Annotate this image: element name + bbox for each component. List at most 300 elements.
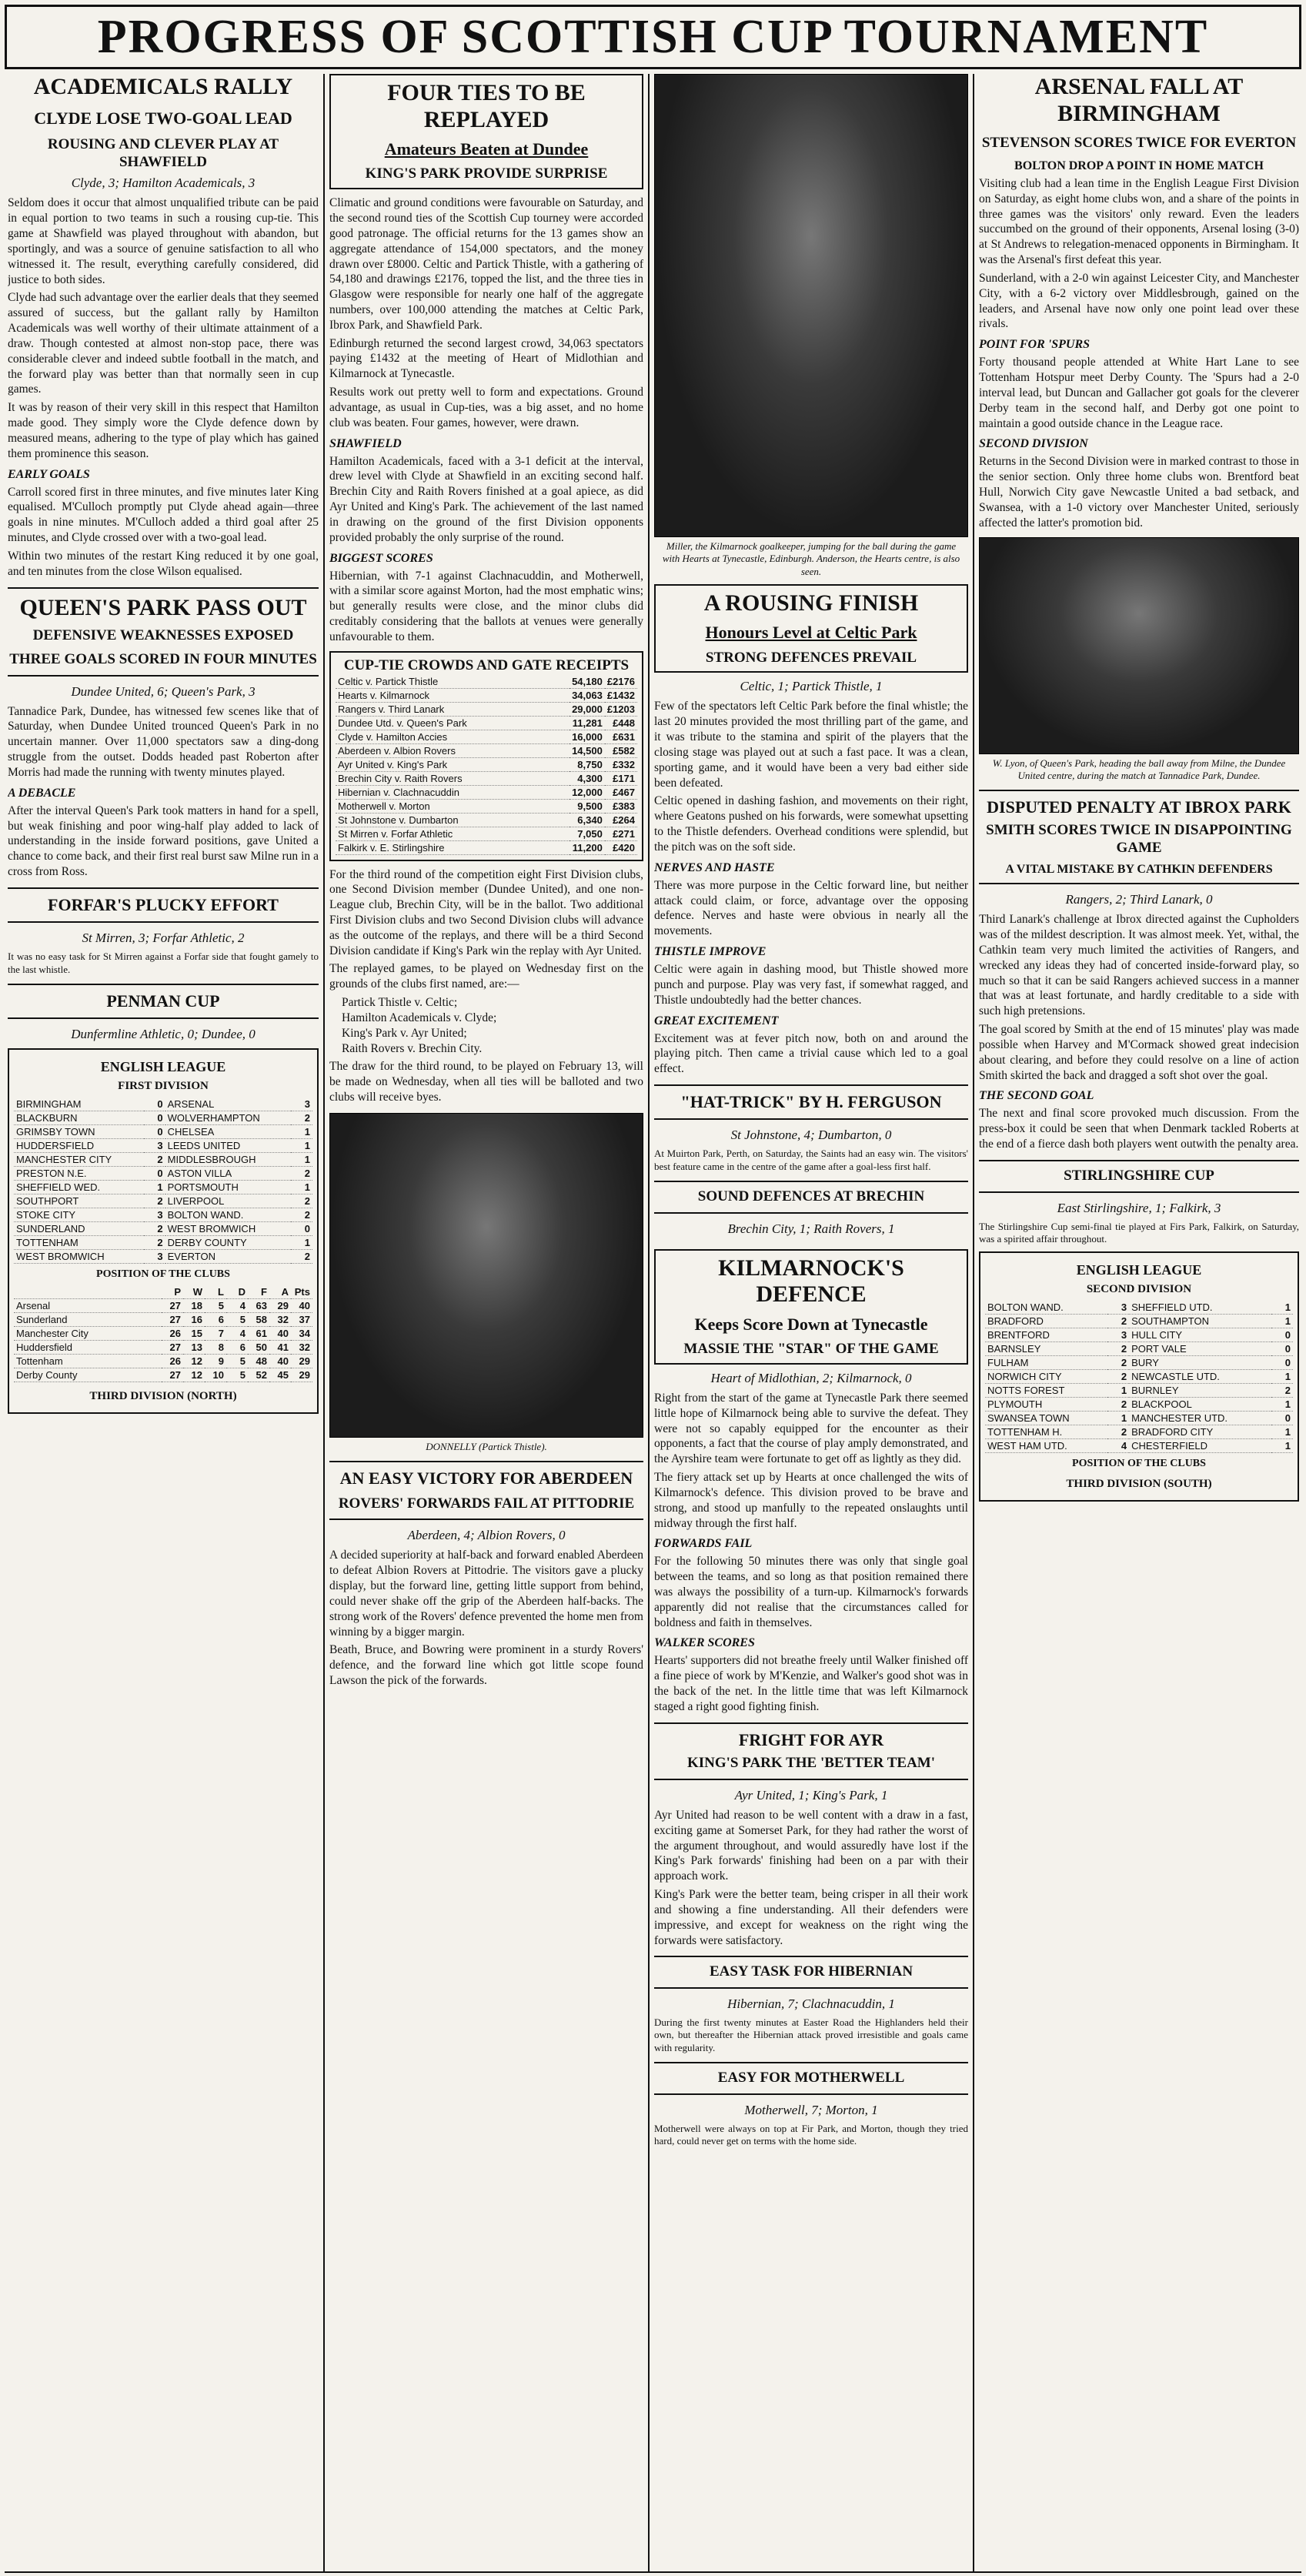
table-row [14, 1355, 312, 1368]
column-4 [979, 74, 1299, 2571]
attendance: 54,180 [569, 675, 605, 689]
receipts: £332 [605, 757, 637, 771]
photo-caption: W. Lyon, of Queen's Park, heading the ball away from Milne, the Dundee United centre, during the match at Tannadice Park, Dundee. [992, 757, 1286, 781]
table-cell: 45 [269, 1368, 291, 1382]
subheadline: MASSIE THE "STAR" OF THE GAME [683, 1341, 939, 1358]
article-paragraph: Sunderland, with a 2-0 win against Leicester City, and Manchester City, with a 6-2 victory over Middlesbrough, gained on the leaders, and Arsenal have now only one point lead over these rivals. [979, 271, 1299, 331]
away-score: 2 [291, 1167, 312, 1181]
home-team: HUDDERSFIELD [14, 1139, 144, 1153]
article-paragraph: Ayr United had reason to be well content with a draw in a fast, exciting game at Somerset Park, for they had rather the worst of the argument throughout, and would assuredly have lost if the King's Park forwards' finishing had been on a par with their approach work. [654, 1808, 968, 1883]
home-team: SUNDERLAND [14, 1222, 144, 1236]
headline: SOUND DEFENCES AT BRECHIN [697, 1188, 925, 1204]
away-team: BLACKPOOL [1129, 1398, 1271, 1412]
match-name: Aberdeen v. Albion Rovers [336, 743, 569, 757]
result-row [985, 1301, 1293, 1315]
article-paragraph: Celtic were again in dashing mood, but Thistle showed more punch and purpose. Play was very fast, if somewhat ragged, and Thistle undoubtedly had the better chances. [654, 963, 968, 1007]
match-name: St Johnstone v. Dumbarton [336, 813, 569, 827]
away-score: 0 [1271, 1328, 1293, 1342]
table-row [14, 1299, 312, 1313]
home-score: 0 [144, 1098, 165, 1111]
home-team: BIRMINGHAM [14, 1098, 144, 1111]
article-paragraph: Celtic opened in dashing fashion, and movements on their right, where Geatons pushed on his forwards, were somewhat upsetting to the Thistle defenders. Overhead conditions were splendid, but the pitch was on the soft side. [654, 794, 968, 854]
table-cell: 34 [291, 1327, 312, 1341]
away-score: 1 [291, 1153, 312, 1167]
away-team: WEST BROMWICH [165, 1222, 291, 1236]
away-team: CHESTERFIELD [1129, 1439, 1271, 1453]
home-score: 2 [1107, 1342, 1129, 1356]
article-paragraph: A decided superiority at half-back and forward enabled Aberdeen to defeat Albion Rovers at Pittodrie. The visitors gave a plucky display, but the forward line, getting little support from behind, could never shake off the grip of the Aberdeen half-backs. The strong work of the Rovers' defence prevented the home men from winning by a bigger margin. [329, 1549, 643, 1639]
table-cell: 29 [291, 1368, 312, 1382]
table-row [336, 702, 637, 716]
table-cell: 10 [205, 1368, 226, 1382]
attendance: 7,050 [569, 827, 605, 840]
attendance: 12,000 [569, 785, 605, 799]
result-row [14, 1208, 312, 1222]
section-heading: THISTLE IMPROVE [654, 945, 767, 959]
table-cell: 5 [226, 1313, 248, 1327]
article-paragraph: Right from the start of the game at Tynecastle Park there seemed little hope of Kilmarnock being able to survive the defeat. They were not so capably equipped for the encounter as their opponents, a fact that the course of play amply demonstrated, and the Ayrshire team were fortunate to get off as lightly as they did. [654, 1391, 968, 1466]
table-cell: 40 [269, 1327, 291, 1341]
subheadline: Amateurs Beaten at Dundee [384, 139, 589, 159]
table-cell: 5 [226, 1368, 248, 1382]
away-team: LIVERPOOL [165, 1194, 291, 1208]
result-row [985, 1315, 1293, 1328]
away-score: 0 [1271, 1342, 1293, 1356]
away-score: 2 [1271, 1384, 1293, 1398]
table-cell: 32 [291, 1341, 312, 1355]
home-score: 0 [144, 1125, 165, 1139]
table-header: F [248, 1285, 269, 1299]
headline: STIRLINGSHIRE CUP [1064, 1167, 1214, 1184]
match-score: Hibernian, 7; Clachnacuddin, 1 [727, 1996, 895, 2012]
table-cell: 40 [269, 1355, 291, 1368]
table-row [336, 688, 637, 702]
article-paragraph: Motherwell were always on top at Fir Park, and Morton, though they tried hard, could never get on terms with the home side. [654, 2122, 968, 2147]
table-row [336, 785, 637, 799]
crowds-table [336, 675, 637, 855]
away-team: ASTON VILLA [165, 1167, 291, 1181]
table-cell: 18 [183, 1299, 205, 1313]
article-paragraph: King's Park were the better team, being crisper in all their work and showing a fine understanding. All their defenders were impressive, and except for weakness on the right wing the forwards were satisfactory. [654, 1888, 968, 1947]
home-score: 0 [144, 1111, 165, 1125]
table-row [14, 1368, 312, 1382]
column-rule [973, 74, 974, 2571]
home-team: MANCHESTER CITY [14, 1153, 144, 1167]
column-3 [654, 74, 968, 2571]
table-row [336, 799, 637, 813]
match-score: East Stirlingshire, 1; Falkirk, 3 [1057, 1200, 1221, 1215]
home-team: PLYMOUTH [985, 1398, 1107, 1412]
result-row [14, 1098, 312, 1111]
home-score: 2 [144, 1236, 165, 1250]
attendance: 34,063 [569, 688, 605, 702]
away-score: 3 [291, 1098, 312, 1111]
club-name: Tottenham [14, 1355, 162, 1368]
away-team: MANCHESTER UTD. [1129, 1412, 1271, 1425]
headline: "HAT-TRICK" BY H. FERGUSON [680, 1092, 942, 1111]
subheadline: KING'S PARK THE 'BETTER TEAM' [686, 1755, 936, 1772]
away-score: 1 [1271, 1315, 1293, 1328]
article-paragraph: Edinburgh returned the second largest crowd, 34,063 spectators paying £1432 at the meeting of Heart of Midlothian and Kilmarnock at Tynecastle. [329, 336, 643, 381]
table-header: P [162, 1285, 183, 1299]
table-row [336, 757, 637, 771]
result-row [985, 1370, 1293, 1384]
home-score: 3 [144, 1250, 165, 1264]
article-paragraph: Climatic and ground conditions were favourable on Saturday, and the second round ties of the Scottish Cup tourney were accorded good patronage. The official returns for the 13 games show an aggregate attendance of 154,000 spectators, and the money drawn over £8000. Celtic and Partick Thistle, with a gathering of 54,180 and drawings £2176, topped the list, and the three ties in Glasgow were responsible for nearly one half of the aggregate numbers, over 100,000 attending the matches at Celtic Park, Ibrox Park, and Shawfield Park. [329, 196, 643, 332]
away-score: 1 [1271, 1398, 1293, 1412]
match-name: Brechin City v. Raith Rovers [336, 771, 569, 785]
replay-item: Partick Thistle v. Celtic; [342, 996, 458, 1010]
attendance: 6,340 [569, 813, 605, 827]
club-name: Huddersfield [14, 1341, 162, 1355]
away-score: 1 [291, 1236, 312, 1250]
match-name: Motherwell v. Morton [336, 799, 569, 813]
section-heading: FORWARDS FAIL [654, 1537, 753, 1551]
match-score: Brechin City, 1; Raith Rovers, 1 [727, 1221, 895, 1236]
match-name: Rangers v. Third Lanark [336, 702, 569, 716]
table-cell: 8 [205, 1341, 226, 1355]
article-paragraph: At Muirton Park, Perth, on Saturday, the Saints had an easy win. The visitors' best feature came in the centre of the game after a goal-less first half. [654, 1148, 968, 1172]
english-league-box [8, 1048, 319, 1414]
receipts: £264 [605, 813, 637, 827]
attendance: 14,500 [569, 743, 605, 757]
article-paragraph: Forty thousand people attended at White Hart Lane to see Tottenham Hotspur meet Derby County. The 'Spurs had a 2-0 interval lead, but Duncan and Gallacher got goals for the cleverer Derby team in the second half, and Derby got one point to maintain a good outside chance in the League race. [979, 356, 1299, 430]
match-score: Clyde, 3; Hamilton Academicals, 3 [71, 175, 256, 191]
table-cell: 58 [248, 1313, 269, 1327]
headline: FOUR TIES TO BE REPLAYED [387, 80, 586, 132]
headline: A ROUSING FINISH [703, 590, 919, 616]
home-team: TOTTENHAM H. [985, 1425, 1107, 1439]
table-cell: 7 [205, 1327, 226, 1341]
headline: DISPUTED PENALTY AT IBROX PARK [987, 797, 1291, 817]
match-name: Hearts v. Kilmarnock [336, 688, 569, 702]
table-cell: 5 [205, 1299, 226, 1313]
table-cell: 15 [183, 1327, 205, 1341]
home-team: FULHAM [985, 1356, 1107, 1370]
article-paragraph: The replayed games, to be played on Wednesday first on the grounds of the clubs first named, are:— [329, 962, 643, 991]
section-heading: ENGLISH LEAGUE [100, 1059, 226, 1075]
table-cell: 27 [162, 1341, 183, 1355]
table-cell: 41 [269, 1341, 291, 1355]
article-paragraph: Hearts' supporters did not breathe freely until Walker finished off a fine piece of work by M'Kenzie, and Walker's good shot was in the back of the net. In the little time that was left Kilmarnock staged a right good fighting finish. [654, 1654, 968, 1713]
result-row [14, 1236, 312, 1250]
match-name: Falkirk v. E. Stirlingshire [336, 840, 569, 854]
table-cell: 52 [248, 1368, 269, 1382]
attendance: 29,000 [569, 702, 605, 716]
section-heading: POSITION OF THE CLUBS [96, 1268, 230, 1281]
home-score: 1 [144, 1181, 165, 1194]
home-score: 1 [1107, 1412, 1129, 1425]
home-score: 0 [144, 1167, 165, 1181]
table-cell: 32 [269, 1313, 291, 1327]
result-row [985, 1425, 1293, 1439]
article-paragraph: Clyde had such advantage over the earlier deals that they seemed assured of success, but the gallant rally by Hamilton Academicals was well worthy of their ultimate attainment of a draw. Though contested at almost non-stop pace, there was considerable clever and indeed subtle football in the match, and the forward play was better than that normally seen in cup games. [8, 291, 319, 396]
away-team: NEWCASTLE UTD. [1129, 1370, 1271, 1384]
subheadline: STRONG DEFENCES PREVAIL [705, 649, 917, 666]
section-heading: THE SECOND GOAL [979, 1089, 1094, 1103]
receipts: £448 [605, 716, 637, 730]
article-paragraph: There was more purpose in the Celtic forward line, but neither attack could claim, or force, advantage over the opposing defence. Nerves and haste were obvious in nearly all the movements. [654, 878, 968, 938]
article-paragraph: Few of the spectators left Celtic Park before the final whistle; the last 20 minutes provided the most thrilling part of the game, and it was tribute to the stamina and spirit of the players that the closing stage was played out at such a fast pace. It was a clean, sporting game, and it would have been a very bad either side been defeated. [654, 700, 968, 790]
result-row [14, 1222, 312, 1236]
table-cell: 16 [183, 1313, 205, 1327]
table-cell: 5 [226, 1355, 248, 1368]
home-team: WEST HAM UTD. [985, 1439, 1107, 1453]
home-team: SWANSEA TOWN [985, 1412, 1107, 1425]
result-row [14, 1125, 312, 1139]
article-paragraph: Tannadice Park, Dundee, has witnessed few scenes like that of Saturday, when Dundee United trounced Queen's Park in no uncertain manner. Over 11,000 spectators saw a ding-dong struggle from the outset. Dodds headed past Roberton after Morris had made the running with twenty minutes played. [8, 704, 319, 779]
home-team: BARNSLEY [985, 1342, 1107, 1356]
match-score: Motherwell, 7; Morton, 1 [744, 2102, 878, 2117]
club-name: Manchester City [14, 1327, 162, 1341]
away-team: LEEDS UNITED [165, 1139, 291, 1153]
section-heading: BIGGEST SCORES [329, 551, 433, 565]
headline: KILMARNOCK'S DEFENCE [718, 1255, 904, 1308]
match-name: St Mirren v. Forfar Athletic [336, 827, 569, 840]
table-row [336, 730, 637, 743]
home-score: 2 [1107, 1370, 1129, 1384]
article-paragraph: The fiery attack set up by Hearts at once challenged the wits of Kilmarnock's defence. This division proved to be brave and strong, and stood up manfully to the repeated onslaughts until midway through the first half. [654, 1471, 968, 1530]
headline: ARSENAL FALL AT BIRMINGHAM [1034, 74, 1244, 126]
home-team: TOTTENHAM [14, 1236, 144, 1250]
headline: QUEEN'S PARK PASS OUT [19, 594, 307, 620]
home-team: BRADFORD [985, 1315, 1107, 1328]
section-heading: ENGLISH LEAGUE [1076, 1262, 1202, 1278]
match-score: Heart of Midlothian, 2; Kilmarnock, 0 [710, 1370, 912, 1385]
result-row [14, 1139, 312, 1153]
headline: EASY TASK FOR HIBERNIAN [709, 1963, 914, 1980]
home-score: 3 [144, 1208, 165, 1222]
table-cell: 61 [248, 1327, 269, 1341]
away-score: 0 [291, 1222, 312, 1236]
table-header: Pts [291, 1285, 312, 1299]
away-team: BURNLEY [1129, 1384, 1271, 1398]
article-paragraph: Visiting club had a lean time in the English League First Division on Saturday, as eight home clubs won, and a share of the points in three games was the visitors' only reward. Even the leaders succumbed on the ground of their opponents, Arsenal losing (3-0) at St Andrews to relegation-menaced opponents in Birmingham. It was the Arsenal's first defeat this year. [979, 176, 1299, 267]
section-heading: FIRST DIVISION [118, 1080, 209, 1093]
masthead [5, 5, 1301, 69]
away-score: 0 [1271, 1412, 1293, 1425]
home-score: 2 [144, 1222, 165, 1236]
home-score: 1 [1107, 1384, 1129, 1398]
table-cell: 48 [248, 1355, 269, 1368]
home-score: 2 [144, 1194, 165, 1208]
away-score: 2 [291, 1111, 312, 1125]
article-paragraph: Hamilton Academicals, faced with a 3-1 deficit at the interval, drew level with Clyde at Shawfield in an exciting second half. Brechin City and Raith Rovers finished at a goal apiece, as did Ayr United and King's Park. The achievement of the last named in drawing on the ground of the first Division opponents provided probably the only surprise of the round. [329, 454, 643, 544]
away-team: SOUTHAMPTON [1129, 1315, 1271, 1328]
subheadline: THREE GOALS SCORED IN FOUR MINUTES [9, 650, 317, 667]
away-team: BOLTON WAND. [165, 1208, 291, 1222]
results-table [14, 1098, 312, 1264]
table-cell: 12 [183, 1355, 205, 1368]
receipts: £383 [605, 799, 637, 813]
club-name: Derby County [14, 1368, 162, 1382]
away-team: HULL CITY [1129, 1328, 1271, 1342]
subheadline: Honours Level at Celtic Park [705, 623, 917, 643]
table-header: A [269, 1285, 291, 1299]
home-team: PRESTON N.E. [14, 1167, 144, 1181]
home-team: STOKE CITY [14, 1208, 144, 1222]
section-heading: SHAWFIELD [329, 436, 402, 450]
subheadline: STEVENSON SCORES TWICE FOR EVERTON [981, 135, 1297, 151]
table-cell: 4 [226, 1299, 248, 1313]
table-cell: 26 [162, 1327, 183, 1341]
table-title: CUP-TIE CROWDS AND GATE RECEIPTS [343, 657, 630, 673]
subheadline: DEFENSIVE WEAKNESSES EXPOSED [32, 627, 294, 644]
receipts: £1203 [605, 702, 637, 716]
result-row [985, 1356, 1293, 1370]
article-paragraph: It was no easy task for St Mirren against a Forfar side that fought gamely to the last whistle. [8, 951, 319, 975]
club-name: Arsenal [14, 1299, 162, 1313]
match-score: Dundee United, 6; Queen's Park, 3 [71, 683, 256, 699]
article-paragraph: Excitement was at fever pitch now, both on and around the playing pitch. Then came a trivial cause which led to a goal effect. [654, 1031, 968, 1076]
attendance: 11,281 [569, 716, 605, 730]
home-score: 3 [1107, 1328, 1129, 1342]
home-team: BLACKBURN [14, 1111, 144, 1125]
home-team: NORWICH CITY [985, 1370, 1107, 1384]
article-paragraph: For the third round of the competition eight First Division clubs, one Second Division member (Dundee United), and one non-League club, Brechin City, will be in the ballot. Two additional First Division clubs and two Second Division clubs will advance as the outcome of the replays, and there will be a third Second Division candidate if King's Park win the replay with Ayr United. [329, 867, 643, 957]
club-name: Sunderland [14, 1313, 162, 1327]
article-paragraph: The next and final score provoked much discussion. From the press-box it could be seen that when Denmark tackled Roberts at the end of a fierce dash both players went outwith the penalty area. [979, 1107, 1299, 1151]
replay-item: Raith Rovers v. Brechin City. [342, 1041, 483, 1055]
result-row [985, 1398, 1293, 1412]
result-row [14, 1194, 312, 1208]
article-paragraph: It was by reason of their very skill in this respect that Hamilton made good. They simply wore the Clyde defence down by measured means, adhering to the type of play which has gained them prominence this season. [8, 401, 319, 460]
table-cell: 63 [248, 1299, 269, 1313]
table-row [336, 827, 637, 840]
photo-caption: Miller, the Kilmarnock goalkeeper, jumping for the ball during the game with Hearts at Tynecastle, Edinburgh. Anderson, the Hearts centre, is also seen. [662, 540, 960, 577]
result-row [985, 1439, 1293, 1453]
match-name: Clyde v. Hamilton Accies [336, 730, 569, 743]
column-2 [329, 74, 643, 2571]
result-row [985, 1384, 1293, 1398]
table-cell: 50 [248, 1341, 269, 1355]
table-cell: 29 [269, 1299, 291, 1313]
article-paragraph: Seldom does it occur that almost unqualified tribute can be paid in equal portion to two teams in such a rousing cup-tie. This game at Shawfield was played throughout with abandon, but sportingly, and was a source of genuine satisfaction to all who witnessed it. The result, everything carefully considered, did justice to both sides. [8, 196, 319, 286]
league-table [14, 1285, 312, 1382]
table-cell: 37 [291, 1313, 312, 1327]
attendance: 16,000 [569, 730, 605, 743]
photo-caption: DONNELLY (Partick Thistle). [426, 1440, 547, 1452]
result-row [985, 1342, 1293, 1356]
article-paragraph: During the first twenty minutes at Easter Road the Highlanders held their own, but thereafter the Hibernian attack proved irresistible and goals came with regularity. [654, 2016, 968, 2053]
home-score: 4 [1107, 1439, 1129, 1453]
bottom-rule [5, 2571, 1301, 2573]
column-rule [648, 74, 650, 2571]
headline: AN EASY VICTORY FOR ABERDEEN [339, 1468, 633, 1488]
table-cell: 9 [205, 1355, 226, 1368]
away-team: ARSENAL [165, 1098, 291, 1111]
subheadline: A VITAL MISTAKE BY CATHKIN DEFENDERS [1005, 863, 1273, 877]
article-paragraph: Within two minutes of the restart King reduced it by one goal, and ten minutes from the close Wilson equalised. [8, 549, 319, 578]
section-heading: GREAT EXCITEMENT [654, 1014, 779, 1027]
away-score: 1 [1271, 1425, 1293, 1439]
match-name: Hibernian v. Clachnacuddin [336, 785, 569, 799]
section-heading: THIRD DIVISION (SOUTH) [1066, 1478, 1212, 1491]
away-team: CHELSEA [165, 1125, 291, 1139]
table-cell: 27 [162, 1313, 183, 1327]
home-score: 2 [144, 1153, 165, 1167]
headline: EASY FOR MOTHERWELL [717, 2069, 905, 2086]
article-paragraph: Returns in the Second Division were in marked contrast to those in the senior section. Only three home clubs won. Brentford beat Hull, Norwich City gave Newcastle United a bad setback, and Swansea, with a 1-0 victory over Manchester United, seriously affected the latter's promotion bid. [979, 455, 1299, 530]
home-team: SOUTHPORT [14, 1194, 144, 1208]
result-row [14, 1111, 312, 1125]
match-name: Dundee Utd. v. Queen's Park [336, 716, 569, 730]
table-row [336, 840, 637, 854]
headline: ACADEMICALS RALLY [33, 74, 293, 99]
section-heading: WALKER SCORES [654, 1636, 755, 1650]
result-row [14, 1181, 312, 1194]
away-score: 1 [1271, 1439, 1293, 1453]
receipts: £582 [605, 743, 637, 757]
receipts: £420 [605, 840, 637, 854]
article-paragraph: The goal scored by Smith at the end of 15 minutes' play was made possible when Harvey and M'Cormack showed great indecision about clearing, and before they could resolve on a line of action Smith skirted the back and dragged a soft shot over the goal. [979, 1023, 1299, 1082]
section-heading: SECOND DIVISION [1086, 1283, 1192, 1296]
home-score: 2 [1107, 1315, 1129, 1328]
match-score: Rangers, 2; Third Lanark, 0 [1065, 892, 1213, 907]
table-row [14, 1327, 312, 1341]
receipts: £1432 [605, 688, 637, 702]
home-team: WEST BROMWICH [14, 1250, 144, 1264]
match-score: St Johnstone, 4; Dumbarton, 0 [730, 1128, 892, 1143]
away-team: PORT VALE [1129, 1342, 1271, 1356]
away-team: BRADFORD CITY [1129, 1425, 1271, 1439]
away-team: EVERTON [165, 1250, 291, 1264]
english-league-box [979, 1251, 1299, 1502]
match-score: St Mirren, 3; Forfar Athletic, 2 [82, 931, 245, 946]
column-rule [323, 74, 325, 2571]
receipts: £2176 [605, 675, 637, 689]
match-name: Ayr United v. King's Park [336, 757, 569, 771]
home-team: GRIMSBY TOWN [14, 1125, 144, 1139]
subheadline: KING'S PARK PROVIDE SURPRISE [365, 165, 608, 182]
table-row [336, 716, 637, 730]
subheadline: ROUSING AND CLEVER PLAY AT SHAWFIELD [47, 135, 279, 170]
article-paragraph: Hibernian, with 7-1 against Clachnacuddin, and Motherwell, with a similar score against Morton, had the most emphatic wins; but generally results were close, and the minor clubs did creditably considering that the ballots at venues were generally unfavourable to them. [329, 569, 643, 643]
result-row [14, 1153, 312, 1167]
section-heading: THIRD DIVISION (NORTH) [89, 1390, 237, 1403]
match-score: Dunfermline Athletic, 0; Dundee, 0 [71, 1027, 256, 1042]
away-score: 1 [291, 1181, 312, 1194]
replay-item: Hamilton Academicals v. Clyde; [342, 1011, 497, 1024]
subheadline: CLYDE LOSE TWO-GOAL LEAD [34, 108, 292, 128]
away-score: 2 [291, 1208, 312, 1222]
table-cell: 6 [205, 1313, 226, 1327]
receipts: £631 [605, 730, 637, 743]
article-paragraph: After the interval Queen's Park took matters in hand for a spell, but weak finishing and poor wing-half play added to lack of understanding in the inside forward positions, gave United a chance to come back, and their first real burst saw Milne run in a cross from Ross. [8, 804, 319, 879]
match-score: Celtic, 1; Partick Thistle, 1 [740, 679, 883, 694]
away-team: WOLVERHAMPTON [165, 1111, 291, 1125]
replay-list [329, 995, 643, 1056]
headline: FORFAR'S PLUCKY EFFORT [48, 894, 279, 914]
table-row [14, 1313, 312, 1327]
headline: FRIGHT FOR AYR [738, 1729, 884, 1749]
table-row [14, 1341, 312, 1355]
receipts: £171 [605, 771, 637, 785]
home-score: 3 [1107, 1301, 1129, 1315]
away-score: 1 [1271, 1301, 1293, 1315]
section-heading: EARLY GOALS [8, 467, 90, 481]
section-heading: POINT FOR 'SPURS [979, 338, 1091, 352]
article-paragraph: Beath, Bruce, and Bowring were prominent in a sturdy Rovers' defence, and the forward line which got little scope found Lawson the pick of the forwards. [329, 1643, 643, 1687]
table-cell: 6 [226, 1341, 248, 1355]
table-row [336, 743, 637, 757]
away-score: 1 [291, 1139, 312, 1153]
away-score: 2 [291, 1194, 312, 1208]
table-cell: 40 [291, 1299, 312, 1313]
headline: PENMAN CUP [106, 991, 220, 1011]
article-paragraph: For the following 50 minutes there was only that single goal between the teams, and so long as that position remained there was always the possibility of a turn-up. Kilmarnock's forwards apparently did not realise that the circumstances called for boldness and faith in themselves. [654, 1555, 968, 1629]
result-row [985, 1412, 1293, 1425]
